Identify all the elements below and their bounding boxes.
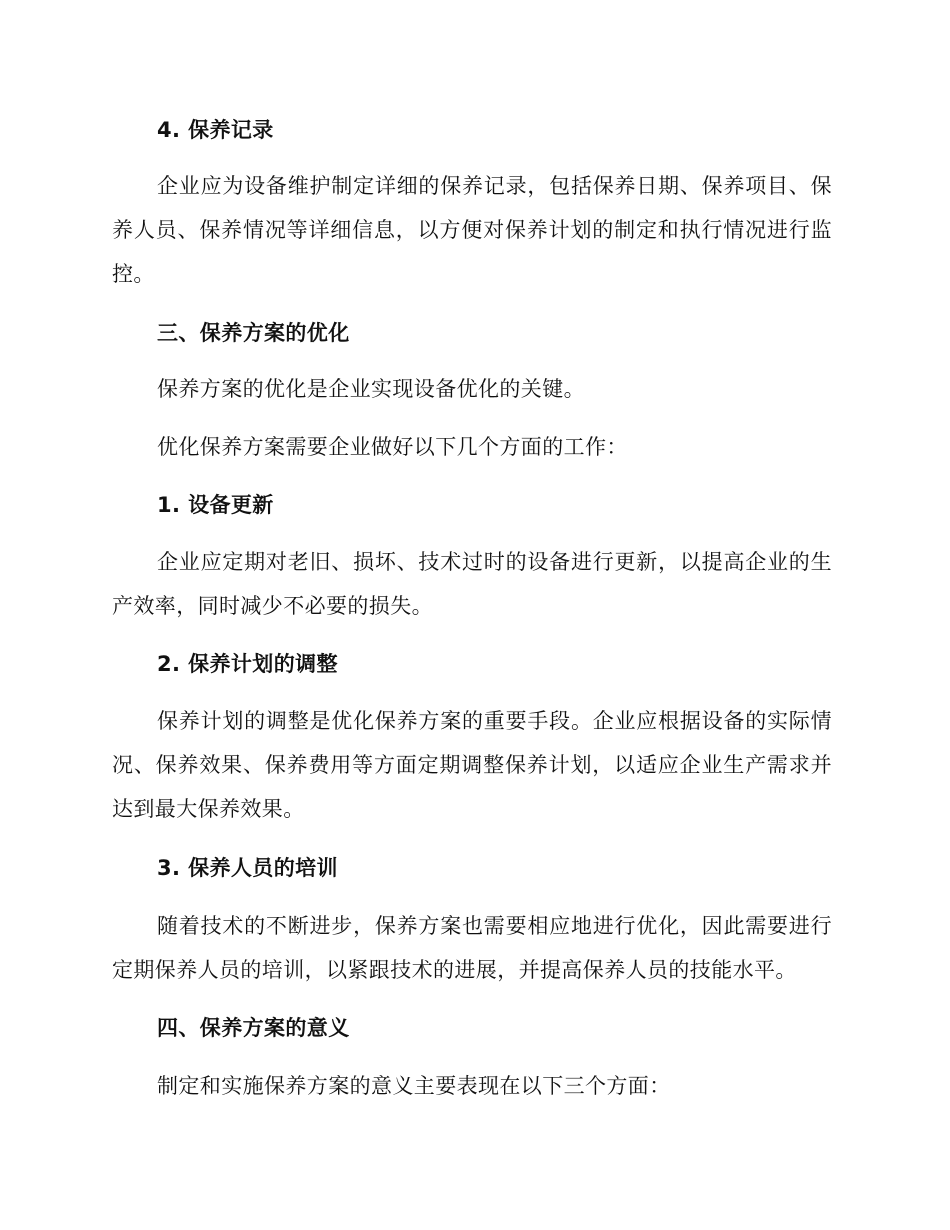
paragraph-significance: 制定和实施保养方案的意义主要表现在以下三个方面： [157,1074,671,1098]
section-heading-optimization: 三、保养方案的优化 [157,321,350,345]
paragraph-equipment-update: 企业应定期对老旧、损坏、技术过时的设备进行更新，以提高企业的生产效率，同时减少不必要的损失。 [112,550,832,618]
section-heading-plan-adjustment: 2. 保养计划的调整 [157,652,338,676]
paragraph-maintenance-records: 企业应为设备维护制定详细的保养记录，包括保养日期、保养项目、保养人员、保养情况等详细信息，以方便对保养计划的制定和执行情况进行监控。 [112,174,832,286]
paragraph-plan-adjustment: 保养计划的调整是优化保养方案的重要手段。企业应根据设备的实际情况、保养效果、保养费用等方面定期调整保养计划，以适应企业生产需求并达到最大保养效果。 [112,709,832,821]
paragraph-staff-training: 随着技术的不断进步，保养方案也需要相应地进行优化，因此需要进行定期保养人员的培训，以紧跟技术的进展，并提高保养人员的技能水平。 [112,914,832,982]
section-heading-maintenance-records: 4. 保养记录 [157,118,274,142]
section-heading-equipment-update: 1. 设备更新 [157,493,274,517]
section-heading-significance: 四、保养方案的意义 [157,1016,350,1040]
paragraph-optimization-aspects: 优化保养方案需要企业做好以下几个方面的工作： [157,435,628,459]
section-heading-staff-training: 3. 保养人员的培训 [157,856,338,880]
paragraph-optimization-key: 保养方案的优化是企业实现设备优化的关键。 [157,377,585,401]
